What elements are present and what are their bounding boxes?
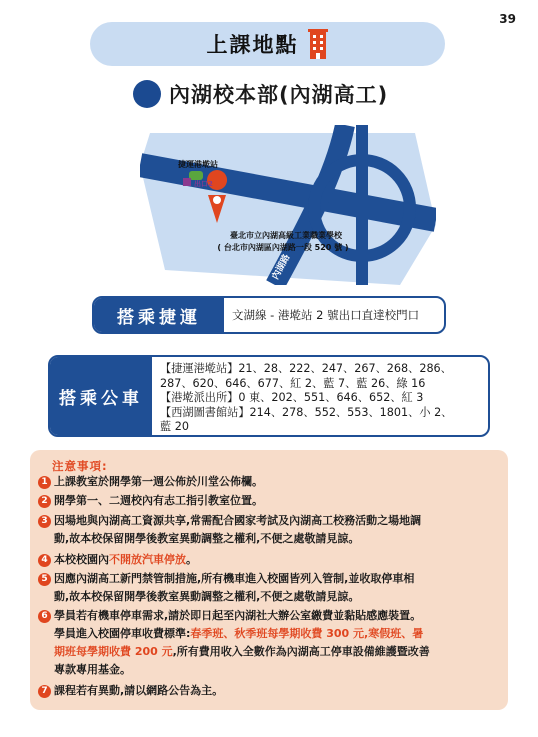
map-exit-label: 出口2	[194, 180, 213, 188]
number-badge: 3	[38, 515, 51, 528]
notice-text: 專款專用基金。	[54, 663, 131, 676]
notice-text: 學員若有機車停車需求,請於即日起至內湖社大辦公室繳費並黏貼感應裝置。	[54, 609, 422, 622]
notice-item	[38, 512, 498, 548]
map-school-address: ( 台北市內湖區內湖路一段 520 號 )	[217, 243, 349, 252]
notice-text: ,所有費用收入全數作為內湖高工停車設備維護暨改善	[172, 645, 430, 658]
notice-text: 上課教室於開學第一週公佈於川堂公佈欄。	[54, 475, 263, 488]
mrt-info	[92, 296, 446, 334]
location-map	[140, 125, 436, 285]
notice-text: 課程若有異動,請以網路公告為主。	[54, 684, 224, 697]
number-badge: 5	[38, 573, 51, 586]
bus-info	[48, 355, 490, 437]
notice-item	[38, 551, 498, 569]
bus-line: 【西湖圖書館站】214、278、552、553、1801、小 2、	[160, 405, 453, 419]
bus-routes	[152, 357, 460, 435]
map-road-label: 內湖路	[270, 252, 293, 282]
notice-item	[38, 570, 498, 606]
notice-item	[38, 682, 498, 700]
page-number: 39	[499, 12, 516, 26]
notice-text: 學員進入校園停車收費標準:	[54, 627, 191, 640]
notice-text: 因場地與內湖高工資源共享,常需配合國家考試及內湖高工校務活動之場地調	[54, 514, 422, 527]
bus-line: 287、620、646、677、紅 2、藍 7、藍 26、綠 16	[160, 376, 426, 390]
bus-line: 【捷運港墘站】21、28、222、247、267、268、286、	[160, 362, 452, 375]
notice-item	[38, 607, 498, 679]
notice-item	[38, 473, 498, 491]
notice-panel	[30, 450, 508, 710]
map-station-label: 捷運港墘站	[178, 160, 218, 169]
notice-highlight: 期班每學期收費 200 元	[54, 645, 173, 658]
mrt-label: 搭乘捷運	[94, 298, 224, 332]
building-icon	[307, 29, 329, 59]
notice-highlight: 不開放汽車停放	[109, 553, 186, 566]
page-title: 上課地點	[206, 33, 299, 57]
number-badge: 6	[38, 610, 51, 623]
map-school-name: 臺北市立內湖高級工業職業學校	[230, 231, 342, 240]
notice-highlight: 春季班、秋季班每學期收費 300 元,寒假班、暑	[190, 627, 424, 640]
notice-text: 開學第一、二週校內有志工指引教室位置。	[54, 494, 263, 507]
campus-heading	[133, 78, 388, 110]
bus-line: 藍 20	[160, 420, 189, 433]
notice-text: 動,故本校保留開學後教室異動調整之權利,不便之處敬請見諒。	[54, 532, 360, 545]
notice-text: 。	[186, 553, 197, 566]
notice-item	[38, 492, 498, 510]
mrt-text: 文湖線 - 港墘站 2 號出口直達校門口	[232, 308, 420, 322]
number-badge: 2	[38, 495, 51, 508]
campus-name: 內湖校本部(內湖高工)	[169, 83, 389, 107]
number-badge: 7	[38, 685, 51, 698]
bus-line: 【港墘派出所】0 東、202、551、646、652、紅 3	[160, 391, 424, 404]
header-banner	[90, 22, 445, 66]
notice-text: 本校校園內	[54, 553, 109, 566]
notice-text: 因應內湖高工新門禁管制措施,所有機車進入校園皆列入管制,並收取停車相	[54, 572, 415, 585]
bus-label: 搭乘公車	[50, 357, 152, 435]
campus-dot-icon	[133, 80, 161, 108]
notice-text: 動,故本校保留開學後教室異動調整之權利,不便之處敬請見諒。	[54, 590, 360, 603]
notice-title: 注意事項:	[52, 459, 108, 473]
number-badge: 1	[38, 476, 51, 489]
number-badge: 4	[38, 554, 51, 567]
